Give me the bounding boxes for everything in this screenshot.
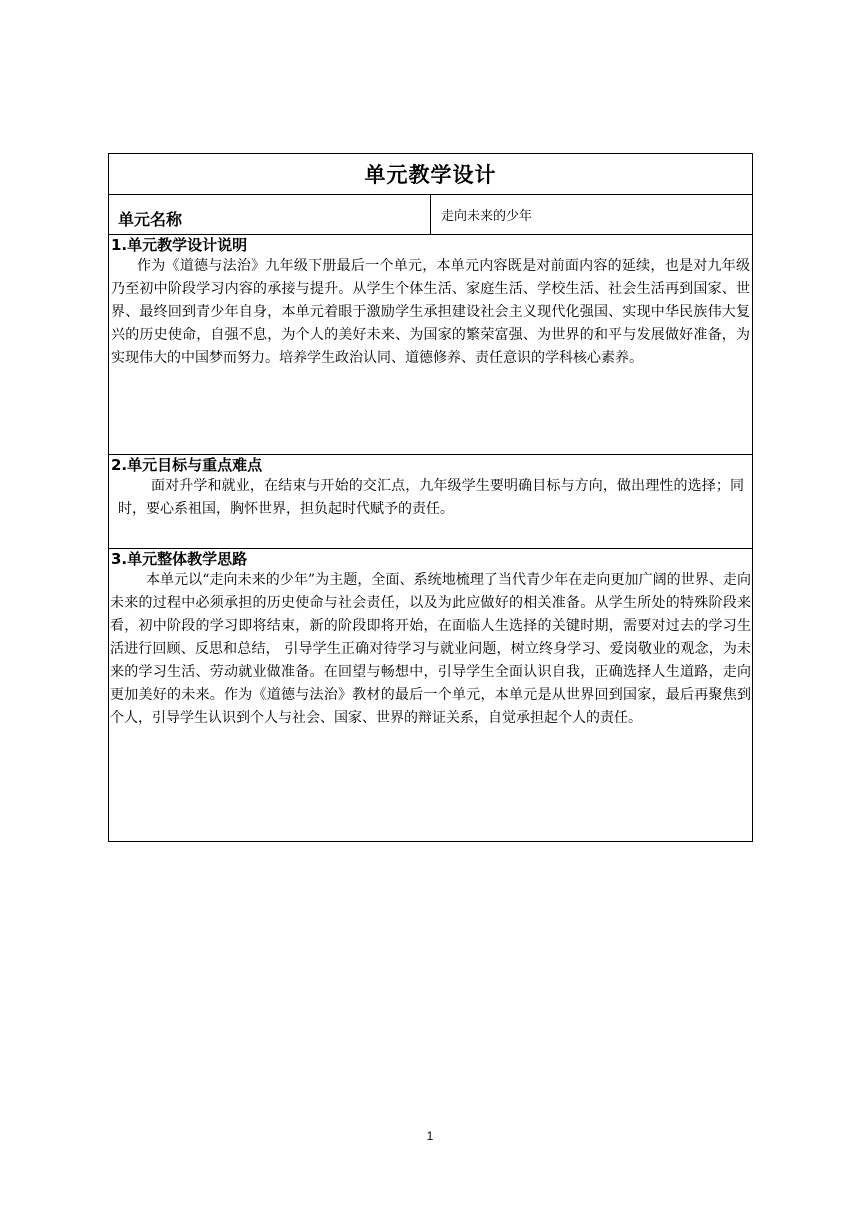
section-heading: 2.单元目标与重点难点 <box>111 456 263 474</box>
section-body: 作为《道德与法治》九年级下册最后一个单元，本单元内容既是对前面内容的延续，也是对九年级乃至初中阶段学习内容的承接与提升。从学生个体生活、家庭生活、学校生活、社会生活再到国家、世界、最终回到青少年自身，本单元着眼于激励学生承担建设社会主义现代化强国、实现中华民族伟大复兴的历史使命，自强不息，为个人的美好未来、为国家的繁荣富强、为世界的和平与发展做好准备，为实现伟大的中国梦而努力。培养学生政治认同、道德修养、责任意识的学科核心素养。 <box>111 258 750 366</box>
unit-name-value: 走向未来的少年 <box>431 195 753 235</box>
section-body: 面对升学和就业，在结束与开始的交汇点，九年级学生要明确目标与方向，做出理性的选择；同时，要心系祖国，胸怀世界，担负起时代赋予的责任。 <box>118 478 744 517</box>
section-heading: 1.单元教学设计说明 <box>111 236 248 254</box>
section-body: 本单元以“走向未来的少年”为主题，全面、系统地梳理了当代青少年在走向更加广阔的世界、走向未来的过程中必须承担的历史使命与社会责任，以及为此应做好的相关准备。从学生所处的特殊阶段来看，初中阶段的学习即将结束，新的阶段即将开始，在面临人生选择的关键时期，需要对过去的学习生活进行回顾、反思和总结， 引导学生正确对待学习与就业问题，树立终身学习、爱岗敬业的观念，为未来的学习生活、劳动就业做准备。在回望与畅想中，引导学生全面认识自我，正确选择人生道路，走向更加美好的未来。作为《道德与法治》教材的最后一个单元，本单元是从世界回到国家，最后再聚焦到个人，引导学生认识到个人与社会、国家、世界的辩证关系，自觉承担起个人的责任。 <box>110 572 751 726</box>
page-number: 1 <box>426 1129 434 1143</box>
unit-design-table <box>108 153 753 842</box>
section-description <box>109 235 753 455</box>
unit-name-label: 单元名称 <box>109 195 431 235</box>
section-heading: 3.单元整体教学思路 <box>111 550 248 568</box>
section-goals <box>109 455 753 549</box>
table-title: 单元教学设计 <box>109 154 753 195</box>
section-approach <box>109 549 753 842</box>
